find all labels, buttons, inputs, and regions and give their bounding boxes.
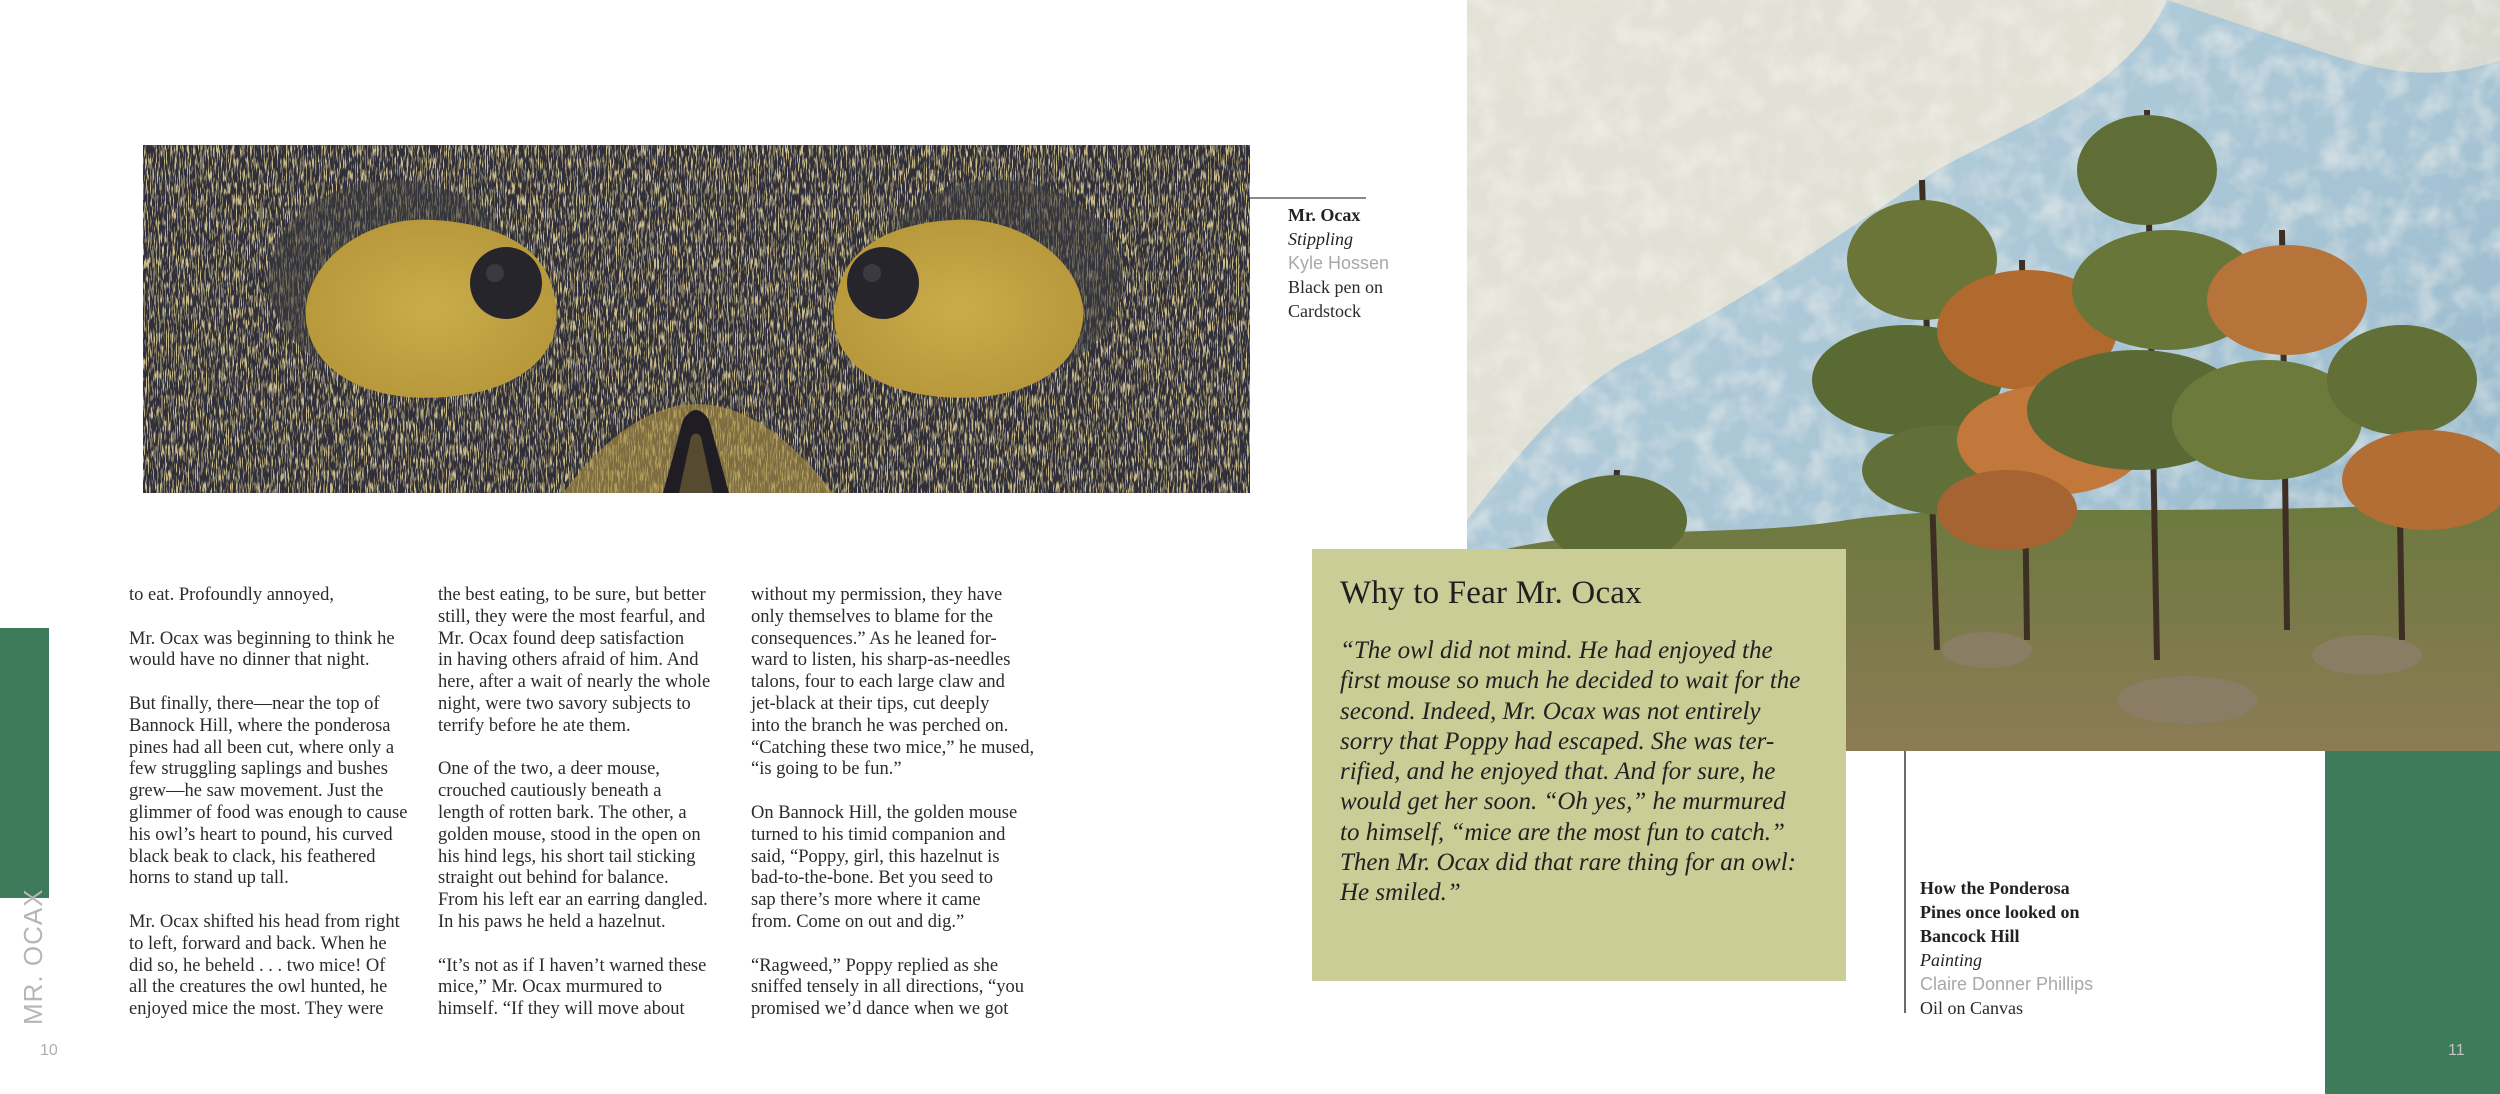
caption-rule	[1904, 751, 1906, 1013]
text-column-3	[751, 585, 1071, 1043]
paragraph: On Bannock Hill, the golden mouse turned to his timid companion and said, “Poppy, girl, this hazelnut is bad-to-the-bone. Bet you seed to sap there’s more where it came from. Come on out and dig.”	[751, 802, 1018, 932]
caption-medium: Stippling	[1288, 229, 1354, 249]
paragraph: “Ragweed,” Poppy replied as she sniffed tensely in all directions, “you promised we’d dance when we got	[751, 955, 1024, 1020]
paragraph: One of the two, a deer mouse, crouched cautiously beneath a length of rotten bark. The other, a golden mouse, stood in the open on his hind legs, his short tail sticking straight out behind for balance. From his left ear an earring dangled. In his paws he held a hazelnut.	[438, 759, 708, 932]
page-number: 11	[2448, 1042, 2465, 1059]
paragraph: without my permission, they have only themselves to blame for the consequences.” As he leaned for- ward to listen, his sharp-as-needles talons, four to each large claw and jet-black at their tips, cut deeply into the branch he was perched on. “Catching these two mice,” he mused, “is going to be fun.”	[751, 585, 1035, 780]
owl-artwork-caption	[1288, 203, 1389, 323]
green-accent-bar	[0, 628, 49, 898]
paragraph: Mr. Ocax was beginning to think he would have no dinner that night.	[129, 628, 395, 671]
paragraph: to eat. Profoundly annoyed,	[129, 585, 334, 605]
text-column-2	[438, 585, 758, 1043]
caption-title: How the Ponderosa Pines once looked on Bancock Hill	[1920, 878, 2080, 946]
text-column-1	[129, 585, 439, 1043]
caption-medium: Painting	[1920, 950, 1982, 970]
paragraph: “It’s not as if I haven’t warned these mice,” Mr. Ocax murmured to himself. “If they will move about	[438, 955, 707, 1020]
sidebar-quote-box	[1312, 549, 1846, 981]
caption-rule	[1250, 197, 1366, 199]
caption-artist: Claire Donner Phillips	[1920, 974, 2094, 994]
green-accent-block	[2325, 751, 2500, 1094]
owl-stippling-artwork	[143, 145, 1250, 493]
caption-details: Oil on Canvas	[1920, 998, 2023, 1018]
caption-title: Mr. Ocax	[1288, 205, 1361, 225]
running-head: MR. OCAX	[18, 888, 48, 1025]
paragraph: the best eating, to be sure, but better still, they were the most fearful, and Mr. Ocax found deep satisfaction in having others afraid of him. And here, after a wait of nearly the whole night, were two savory subjects to terrify before he ate them.	[438, 585, 711, 736]
caption-details: Black pen on Cardstock	[1288, 277, 1383, 321]
paragraph: Mr. Ocax shifted his head from right to left, forward and back. When he did so, he beheld . . . two mice! Of all the creatures the owl hunted, he enjoyed mice the most. They were	[129, 911, 400, 1020]
painting-caption	[1920, 876, 2093, 1020]
sidebar-heading: Why to Fear Mr. Ocax	[1340, 575, 1642, 611]
caption-artist: Kyle Hossen	[1288, 253, 1390, 273]
paragraph: But finally, there—near the top of Bannock Hill, where the ponderosa pines had all been cut, where only a few struggling saplings and bushes grew—he saw movement. Just the glimmer of food was enough to cause his owl’s heart to pound, his curved black beak to clack, his feathered horns to stand up tall.	[129, 693, 408, 889]
page-number: 10	[40, 1042, 58, 1059]
sidebar-quote: “The owl did not mind. He had enjoyed the first mouse so much he decided to wait for the second. Indeed, Mr. Ocax was not entirely sorry that Poppy had escaped. She was ter- rified, and he enjoyed that. And for sure, he would get her soon. “Oh yes,” he murmured to himself, “mice are the most fun to catch.” Then Mr. Ocax did that rare thing for an owl: He smiled.”	[1340, 637, 1801, 907]
